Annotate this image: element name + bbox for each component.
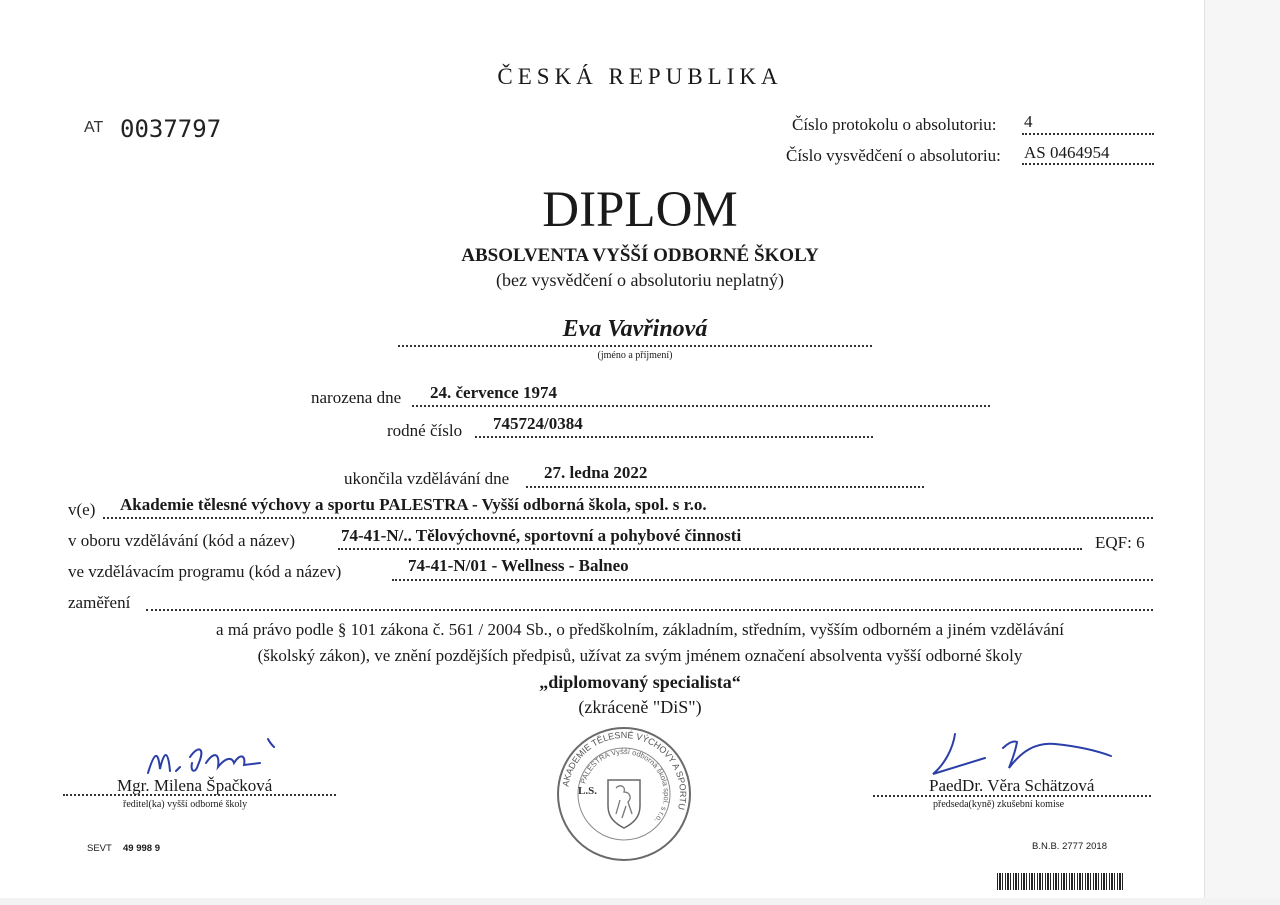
certificate-label: Číslo vysvědčení o absolutoriu: <box>786 146 1001 165</box>
id-value: 745724/0384 <box>493 414 583 433</box>
school-line <box>103 517 1153 519</box>
school-value: Akademie tělesné výchovy a sportu PALESTRA - Vyšší odborná škola, spol. s r.o. <box>120 495 707 514</box>
field-line <box>338 548 1082 550</box>
sevt-code: 49 998 9 <box>123 843 160 854</box>
bnb-code: B.N.B. 2777 2018 <box>1032 841 1107 852</box>
field-label: v oboru vzdělávání (kód a název) <box>68 531 296 550</box>
diploma-note: (bez vysvědčení o absolutoriu neplatný) <box>496 270 784 290</box>
id-label: rodné číslo <box>387 421 463 440</box>
stamp-ls-mark: L.S. <box>578 785 597 797</box>
statement-line-2: (školský zákon), ve znění pozdějších předpisů, užívat za svým jménem označení absolventa vyšší odborné školy <box>257 646 1023 665</box>
serial-number: 0037797 <box>120 115 222 143</box>
program-value: 74-41-N/01 - Wellness - Balneo <box>408 556 629 575</box>
born-value: 24. července 1974 <box>430 383 557 402</box>
focus-label: zaměření <box>68 593 131 612</box>
holder-name-line <box>398 345 872 347</box>
completed-line <box>526 486 924 488</box>
school-stamp <box>552 722 696 866</box>
protocol-value: 4 <box>1024 112 1033 131</box>
born-label: narozena dne <box>311 388 402 407</box>
completed-value: 27. ledna 2022 <box>544 463 648 482</box>
program-line <box>392 579 1153 581</box>
statement-line-1: a má právo podle § 101 zákona č. 561 / 2004 Sb., o předškolním, základním, středním, vyšším odborném a jiném vzdělávání <box>216 620 1064 639</box>
diploma-title: DIPLOM <box>542 182 738 238</box>
barcode <box>997 873 1123 890</box>
serial-prefix: AT <box>84 119 104 136</box>
diploma-subtitle: ABSOLVENTA VYŠŠÍ ODBORNÉ ŠKOLY <box>461 245 819 266</box>
stamp-inner-text: PALESTRA Vyšší odborná škola spol. s r.o. <box>578 746 672 825</box>
certificate-value: AS 0464954 <box>1024 143 1110 162</box>
field-value: 74-41-N/.. Tělovýchovné, sportovní a pohybové činnosti <box>341 526 742 545</box>
id-line <box>475 436 873 438</box>
protocol-label: Číslo protokolu o absolutoriu: <box>792 115 997 134</box>
degree-abbreviation: (zkráceně "DiS") <box>578 697 702 717</box>
left-signer-role: ředitel(ka) vyšší odborné školy <box>123 799 248 810</box>
degree-title: „diplomovaný specialista“ <box>539 672 741 692</box>
scan-edge-bottom <box>0 898 1280 905</box>
stamp-outer-text: AKADEMIE TĚLESNÉ VÝCHOVY A SPORTU <box>560 729 689 811</box>
certificate-line <box>1022 163 1154 165</box>
completed-label: ukončila vzdělávání dne <box>344 469 510 488</box>
holder-name: Eva Vavřinová <box>562 316 708 342</box>
eqf-level: EQF: 6 <box>1095 533 1145 552</box>
country-title: ČESKÁ REPUBLIKA <box>497 64 783 89</box>
left-signer-name: Mgr. Milena Špačková <box>117 776 273 795</box>
born-line <box>412 405 990 407</box>
left-signature-line <box>63 794 336 796</box>
program-label: ve vzdělávacím programu (kód a název) <box>68 562 342 581</box>
right-signer-name: PaedDr. Věra Schätzová <box>929 776 1095 795</box>
protocol-line <box>1022 133 1154 135</box>
right-signature-line <box>873 795 1151 797</box>
focus-line <box>146 609 1153 611</box>
holder-name-caption: (jméno a příjmení) <box>597 350 673 361</box>
right-signer-role: předseda(kyně) zkušební komise <box>933 799 1065 810</box>
school-label: v(e) <box>68 500 96 519</box>
scan-edge-right <box>1204 0 1280 905</box>
sevt-label: SEVT <box>87 843 112 854</box>
